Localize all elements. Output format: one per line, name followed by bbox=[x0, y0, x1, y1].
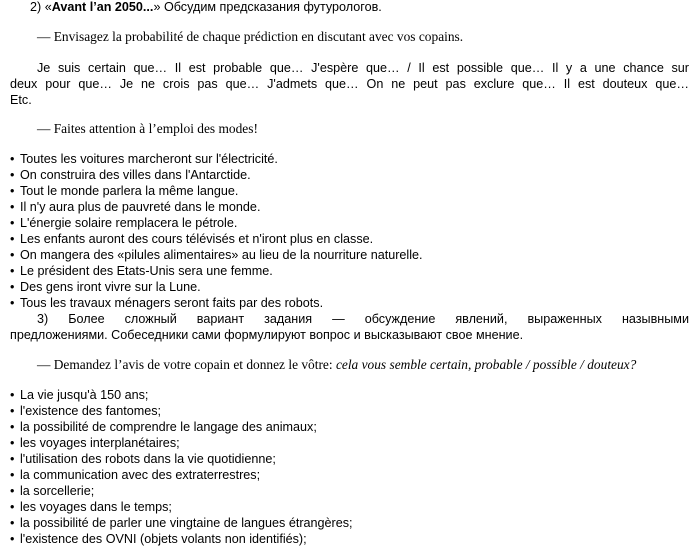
list-item: • L'énergie solaire remplacera le pétrole. bbox=[10, 215, 423, 231]
heading-rest: » Обсудим предсказания футурологов. bbox=[153, 0, 382, 14]
instruction-opinion-italic: cela vous semble certain, probable / possible / douteux? bbox=[335, 357, 637, 372]
instruction-probability: — Envisagez la probabilité de chaque prédiction en discutant avec vos copains. bbox=[37, 29, 464, 44]
list-item: • On mangera des «pilules alimentaires» au lieu de la nourriture naturelle. bbox=[10, 247, 423, 263]
list-item: • la sorcellerie; bbox=[10, 483, 353, 499]
list-item: • Tout le monde parlera la même langue. bbox=[10, 183, 423, 199]
list-item: • Le président des Etats-Unis sera une femme. bbox=[10, 263, 423, 279]
instruction-opinion-plain: — Demandez l’avis de votre copain et donnez le vôtre: bbox=[37, 357, 336, 372]
phrases-line-3: Etc. bbox=[10, 93, 32, 107]
list-item: • Il n'y aura plus de pauvreté dans le monde. bbox=[10, 199, 423, 215]
list-item: • la possibilité de parler une vingtaine de langues étrangères; bbox=[10, 515, 353, 531]
task3-line-2: предложениями. Собеседники сами формулируют вопрос и высказывают свое мнение. bbox=[10, 328, 524, 342]
predictions-list bbox=[10, 151, 423, 311]
section-heading bbox=[30, 0, 382, 15]
heading-title: Avant l’an 2050... bbox=[51, 0, 154, 14]
list-item: • les voyages interplanétaires; bbox=[10, 435, 353, 451]
topics-list bbox=[10, 387, 353, 547]
phrases-line-1: Je suis certain que… Il est probable que… J'espère que… / Il est possible que… Il y a une chance sur bbox=[37, 61, 689, 75]
list-item: • les voyages dans le temps; bbox=[10, 499, 353, 515]
list-item: • l'utilisation des robots dans la vie quotidienne; bbox=[10, 451, 353, 467]
list-item: • On construira des villes dans l'Antarctide. bbox=[10, 167, 423, 183]
list-item: • Tous les travaux ménagers seront faits par des robots. bbox=[10, 295, 423, 311]
instruction-opinion bbox=[37, 357, 636, 373]
instruction-modes: — Faites attention à l’emploi des modes! bbox=[37, 121, 258, 136]
list-item: • La vie jusqu'à 150 ans; bbox=[10, 387, 353, 403]
phrases-line-2: deux pour que… Je ne crois pas que… J'admets que… On ne peut pas exclure que… Il est douteux que… bbox=[10, 77, 689, 91]
task3-line-1: 3) Более сложный вариант задания — обсуждение явлений, выраженных назывными bbox=[37, 312, 689, 326]
list-item: • Toutes les voitures marcheront sur l'électricité. bbox=[10, 151, 423, 167]
list-item: • la communication avec des extraterrestres; bbox=[10, 467, 353, 483]
list-item: • Les enfants auront des cours télévisés et n'iront plus en classe. bbox=[10, 231, 423, 247]
list-item: • l'existence des fantomes; bbox=[10, 403, 353, 419]
list-item: • Des gens iront vivre sur la Lune. bbox=[10, 279, 423, 295]
list-item: • l'existence des OVNI (objets volants non identifiés); bbox=[10, 531, 353, 547]
list-item: • la possibilité de comprendre le langage des animaux; bbox=[10, 419, 353, 435]
heading-number: 2) « bbox=[30, 0, 52, 14]
